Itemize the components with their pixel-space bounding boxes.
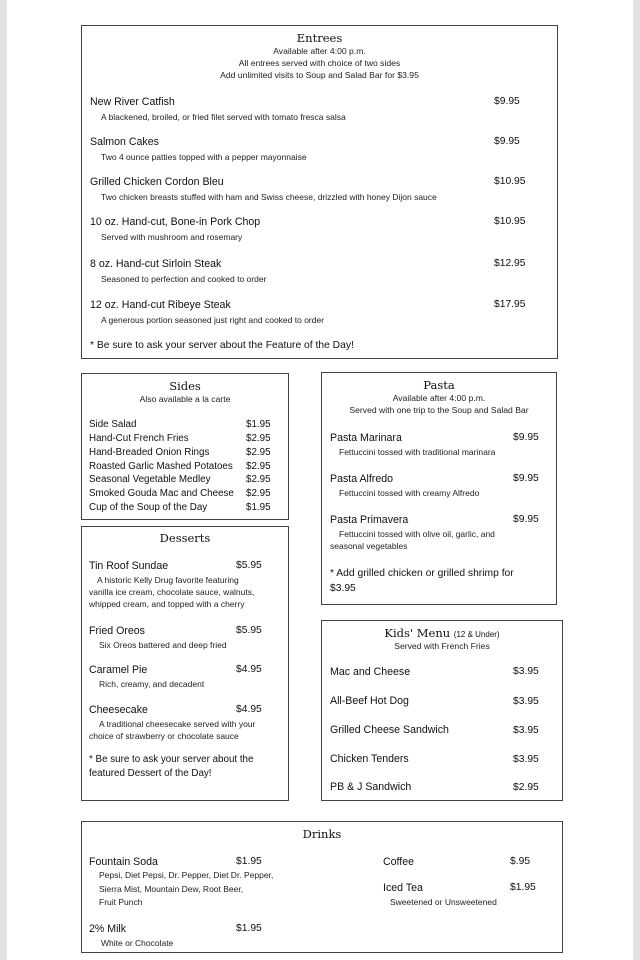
drink-desc: Sierra Mist, Mountain Dew, Root Beer, [99, 884, 244, 894]
pasta-price: $9.95 [513, 432, 539, 443]
kids-item-price: $3.95 [513, 666, 539, 677]
kids-item-price: $3.95 [513, 725, 539, 736]
entrees-subtitle-3: Add unlimited visits to Soup and Salad Bar for $3.95 [220, 70, 419, 80]
pasta-name: Pasta Marinara [330, 432, 402, 444]
kids-item-name: PB & J Sandwich [330, 781, 412, 793]
side-price: $2.95 [246, 488, 271, 499]
drink-price: $1.95 [236, 923, 262, 934]
entree-name: Grilled Chicken Cordon Bleu [90, 176, 224, 188]
dessert-desc: Six Oreos battered and deep fried [99, 640, 227, 650]
side-name: Smoked Gouda Mac and Cheese [89, 488, 234, 499]
kids-item-price: $3.95 [513, 696, 539, 707]
left-page-edge [0, 0, 7, 960]
entree-desc: A generous portion seasoned just right and cooked to order [101, 315, 325, 325]
dessert-price: $4.95 [236, 664, 262, 675]
pasta-addon-note: * Add grilled chicken or grilled shrimp for [330, 568, 514, 579]
feature-of-day-note: * Be sure to ask your server about the Feature of the Day! [90, 340, 354, 351]
sides-title: Sides [169, 379, 201, 393]
entree-desc: Served with mushroom and rosemary [101, 232, 243, 242]
entree-desc: A blackened, broiled, or fried filet served with tomato fresca salsa [101, 112, 346, 122]
kids-menu-age: (12 & Under) [453, 630, 500, 639]
drink-desc: Pepsi, Diet Pepsi, Dr. Pepper, Diet Dr. Pepper, [99, 870, 274, 880]
drink-name: Fountain Soda [89, 856, 158, 868]
pasta-desc: Fettuccini tossed with creamy Alfredo [339, 488, 480, 498]
pasta-desc: Fettuccini tossed with traditional marinara [339, 447, 496, 457]
entree-name: Salmon Cakes [90, 136, 159, 148]
pasta-section [321, 372, 557, 605]
kids-menu-section [321, 620, 563, 801]
kids-menu-subtitle: Served with French Fries [394, 641, 490, 651]
pasta-subtitle-1: Available after 4:00 p.m. [392, 393, 486, 403]
dessert-price: $5.95 [236, 625, 262, 636]
side-name: Roasted Garlic Mashed Potatoes [89, 461, 233, 472]
entrees-subtitle-1: Available after 4:00 p.m. [273, 46, 366, 56]
sides-section [81, 373, 289, 520]
dessert-name: Fried Oreos [89, 625, 145, 637]
dessert-name: Caramel Pie [89, 664, 148, 676]
entree-price: $9.95 [494, 96, 520, 107]
drinks-section [81, 821, 563, 953]
entree-desc: Seasoned to perfection and cooked to order [101, 274, 267, 284]
entrees-section [81, 25, 558, 359]
dessert-name: Tin Roof Sundae [89, 560, 169, 572]
side-price: $2.95 [246, 447, 271, 458]
side-name: Hand-Cut French Fries [89, 433, 189, 444]
dessert-name: Cheesecake [89, 704, 148, 716]
pasta-price: $9.95 [513, 514, 539, 525]
desserts-section [81, 526, 289, 801]
dessert-desc: A historic Kelly Drug favorite featuring [97, 575, 239, 585]
drink-price: $1.95 [510, 882, 536, 893]
kids-item-name: Chicken Tenders [330, 753, 409, 765]
drinks-title: Drinks [302, 827, 342, 841]
dessert-desc: vanilla ice cream, chocolate sauce, walnuts, [89, 587, 255, 597]
entree-name: New River Catfish [90, 96, 175, 108]
entree-price: $10.95 [494, 216, 526, 227]
pasta-price: $9.95 [513, 473, 539, 484]
dessert-of-day-note: * Be sure to ask your server about the [89, 754, 254, 765]
pasta-addon-price: $3.95 [330, 583, 356, 594]
dessert-desc: whipped cream, and topped with a cherry [89, 599, 245, 609]
dessert-desc: A traditional cheesecake served with your [99, 719, 256, 729]
kids-item-name: Grilled Cheese Sandwich [330, 724, 449, 736]
dessert-desc: Rich, creamy, and decadent [99, 679, 205, 689]
dessert-price: $4.95 [236, 704, 262, 715]
kids-menu-title [322, 626, 562, 640]
drink-price: $1.95 [236, 856, 262, 867]
kids-item-name: Mac and Cheese [330, 666, 411, 678]
pasta-title: Pasta [423, 378, 455, 392]
entree-price: $10.95 [494, 176, 526, 187]
sides-subtitle: Also available a la carte [139, 394, 231, 404]
dessert-of-day-note-2: featured Dessert of the Day! [89, 768, 212, 779]
side-name: Cup of the Soup of the Day [89, 502, 208, 513]
pasta-subtitle-2: Served with one trip to the Soup and Salad Bar [349, 405, 529, 415]
pasta-desc: Fettuccini tossed with olive oil, garlic, and [339, 529, 495, 539]
entree-desc: Two chicken breasts stuffed with ham and Swiss cheese, drizzled with honey Dijon sauce [101, 192, 437, 202]
side-price: $2.95 [246, 474, 271, 485]
side-price: $2.95 [246, 461, 271, 472]
entree-name: 8 oz. Hand-cut Sirloin Steak [90, 258, 222, 270]
drink-name: Coffee [383, 856, 415, 868]
entree-price: $12.95 [494, 258, 526, 269]
kids-item-price: $2.95 [513, 782, 539, 793]
entree-name: 12 oz. Hand-cut Ribeye Steak [90, 299, 231, 311]
drink-price: $.95 [510, 856, 531, 867]
drink-name: 2% Milk [89, 923, 127, 935]
dessert-price: $5.95 [236, 560, 262, 571]
side-price: $2.95 [246, 433, 271, 444]
side-price: $1.95 [246, 419, 271, 430]
side-name: Side Salad [89, 419, 137, 430]
pasta-desc: seasonal vegetables [330, 541, 408, 551]
drink-desc: White or Chocolate [101, 938, 174, 948]
right-page-edge [633, 0, 640, 960]
entrees-subtitle-2: All entrees served with choice of two sides [238, 58, 401, 68]
entree-price: $9.95 [494, 136, 520, 147]
entree-desc: Two 4 ounce patties topped with a pepper mayonnaise [101, 152, 307, 162]
entrees-title: Entrees [296, 31, 343, 45]
entree-price: $17.95 [494, 299, 526, 310]
dessert-desc: choice of strawberry or chocolate sauce [89, 731, 239, 741]
pasta-name: Pasta Alfredo [330, 473, 394, 485]
entree-name: 10 oz. Hand-cut, Bone-in Pork Chop [90, 216, 261, 228]
drink-name: Iced Tea [383, 882, 423, 894]
desserts-title: Desserts [159, 531, 211, 545]
kids-item-price: $3.95 [513, 754, 539, 765]
pasta-name: Pasta Primavera [330, 514, 409, 526]
kids-item-name: All-Beef Hot Dog [330, 695, 409, 707]
kids-menu-title-text: Kids' Menu [384, 626, 451, 640]
side-name: Seasonal Vegetable Medley [89, 474, 211, 485]
side-price: $1.95 [246, 502, 271, 513]
side-name: Hand-Breaded Onion Rings [89, 447, 210, 458]
drink-desc: Sweetened or Unsweetened [390, 897, 497, 907]
drink-desc: Fruit Punch [99, 897, 143, 907]
